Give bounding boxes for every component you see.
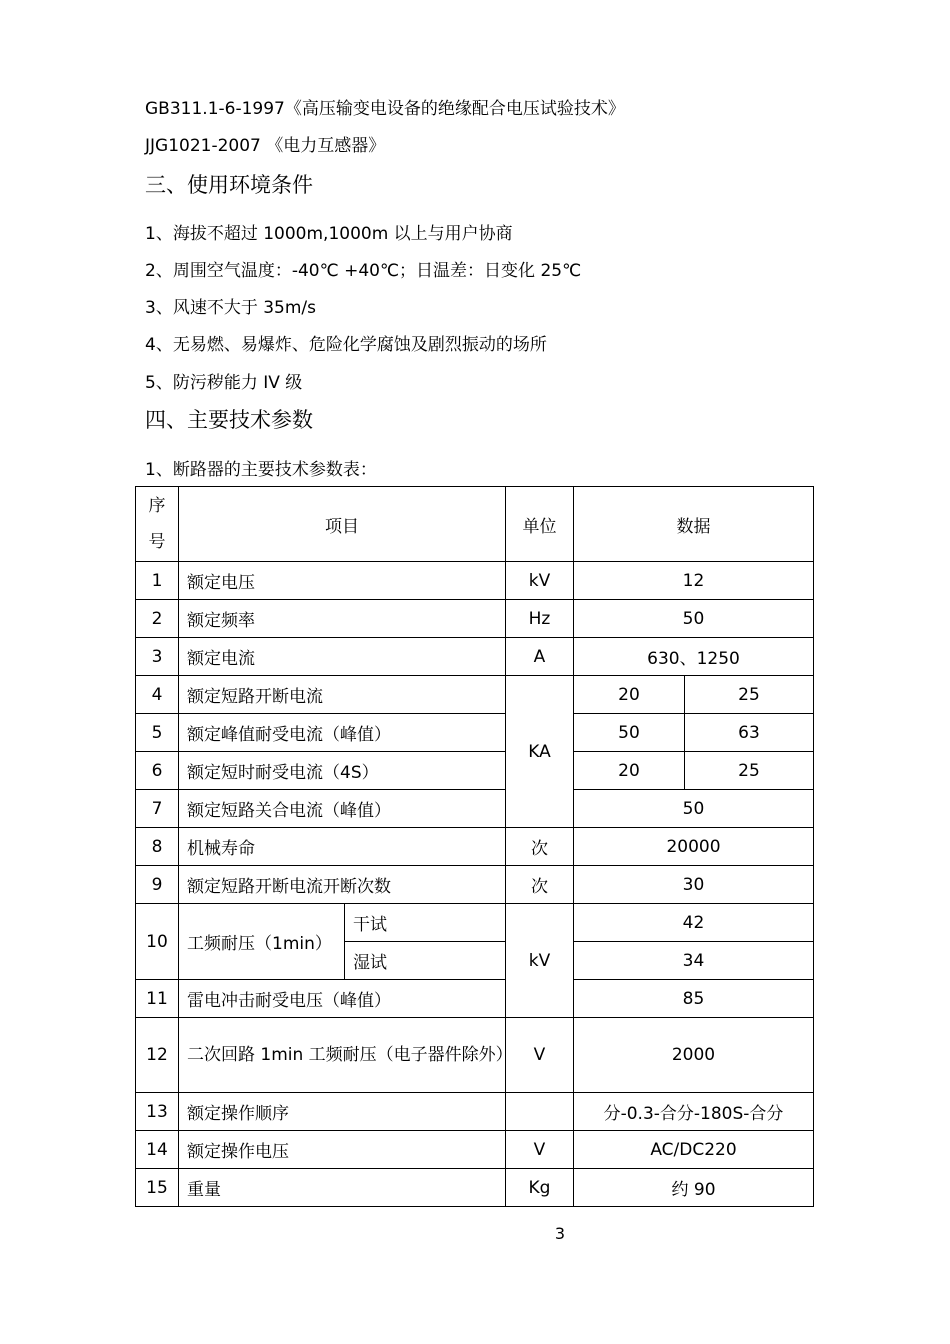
- row-item: 机械寿命: [179, 828, 506, 866]
- row-data: 分-0.3-合分-180S-合分: [574, 1093, 814, 1131]
- row-item: 额定电压: [179, 562, 506, 600]
- row-data-a: 20: [574, 752, 685, 790]
- env-item-5: 5、防污秽能力 IV 级: [145, 373, 303, 393]
- row-item: 额定频率: [179, 600, 506, 638]
- row-no: 12: [136, 1018, 179, 1093]
- row-no: 3: [136, 638, 179, 676]
- row-no: 10: [136, 904, 179, 980]
- table-row: [136, 1093, 814, 1131]
- row-no: 7: [136, 790, 179, 828]
- row-data-b: 25: [685, 752, 814, 790]
- header-no: 序号: [136, 487, 179, 562]
- row-data-a: 50: [574, 714, 685, 752]
- header-item: 项目: [179, 487, 506, 562]
- table-row: [136, 714, 814, 752]
- page-number: 3: [554, 1224, 566, 1243]
- row-data-b: 25: [685, 676, 814, 714]
- row-data: 30: [574, 866, 814, 904]
- row-data-b: 63: [685, 714, 814, 752]
- table-caption: 1、断路器的主要技术参数表：: [145, 460, 377, 480]
- env-item-2: 2、周围空气温度：-40℃ +40℃；日温差：日变化 25℃: [145, 261, 582, 281]
- row-item: 额定短路开断电流开断次数: [179, 866, 506, 904]
- table-row: [136, 1018, 814, 1093]
- row-subitem-wet: 湿试: [345, 942, 506, 980]
- row-no: 11: [136, 980, 179, 1018]
- row-no: 15: [136, 1169, 179, 1207]
- table-row: [136, 600, 814, 638]
- row-no: 6: [136, 752, 179, 790]
- row-data: 20000: [574, 828, 814, 866]
- table-row: [136, 562, 814, 600]
- row-unit: Hz: [506, 600, 574, 638]
- row-item: 额定电流: [179, 638, 506, 676]
- row-unit: 次: [506, 866, 574, 904]
- row-unit: V: [506, 1018, 574, 1093]
- row-data-a: 20: [574, 676, 685, 714]
- row-data: AC/DC220: [574, 1131, 814, 1169]
- row-data: 约 90: [574, 1169, 814, 1207]
- table-row: [136, 1131, 814, 1169]
- env-item-3: 3、风速不大于 35m/s: [145, 298, 316, 318]
- standard-jjg1021: JJG1021-2007 《电力互感器》: [145, 136, 386, 156]
- row-no: 13: [136, 1093, 179, 1131]
- row-item: 雷电冲击耐受电压（峰值）: [179, 980, 506, 1018]
- row-data: 630、1250: [574, 638, 814, 676]
- row-data: 85: [574, 980, 814, 1018]
- section-title-environment: 三、使用环境条件: [145, 173, 313, 197]
- row-item: 额定峰值耐受电流（峰值）: [179, 714, 506, 752]
- row-no: 9: [136, 866, 179, 904]
- table-row: [136, 980, 814, 1018]
- standard-gb311: GB311.1-6-1997《高压输变电设备的绝缘配合电压试验技术》: [145, 99, 625, 119]
- row-item: 二次回路 1min 工频耐压（电子器件除外）: [179, 1018, 506, 1093]
- row-no: 4: [136, 676, 179, 714]
- row-data: 50: [574, 790, 814, 828]
- header-data: 数据: [574, 487, 814, 562]
- env-item-1: 1、海拔不超过 1000m,1000m 以上与用户协商: [145, 224, 513, 244]
- table-row: [136, 828, 814, 866]
- row-no: 5: [136, 714, 179, 752]
- row-no: 1: [136, 562, 179, 600]
- row-subitem-dry: 干试: [345, 904, 506, 942]
- table-row: [136, 1169, 814, 1207]
- table-row: [136, 676, 814, 714]
- row-item: 额定操作电压: [179, 1131, 506, 1169]
- row-unit: A: [506, 638, 574, 676]
- table-row: [136, 638, 814, 676]
- breaker-parameter-table: [135, 486, 814, 1207]
- row-no: 14: [136, 1131, 179, 1169]
- row-unit: 次: [506, 828, 574, 866]
- table-row: [136, 904, 814, 942]
- row-item: 工频耐压（1min）: [179, 904, 345, 980]
- row-no: 2: [136, 600, 179, 638]
- row-no: 8: [136, 828, 179, 866]
- table-row: [136, 866, 814, 904]
- row-data: 50: [574, 600, 814, 638]
- row-item: 额定短路关合电流（峰值）: [179, 790, 506, 828]
- table-row: [136, 752, 814, 790]
- row-item: 重量: [179, 1169, 506, 1207]
- env-item-4: 4、无易燃、易爆炸、危险化学腐蚀及剧烈振动的场所: [145, 335, 547, 355]
- row-data: 34: [574, 942, 814, 980]
- row-item: 额定操作顺序: [179, 1093, 506, 1131]
- row-data: 12: [574, 562, 814, 600]
- row-unit-ka: KA: [506, 676, 574, 828]
- header-unit: 单位: [506, 487, 574, 562]
- section-title-parameters: 四、主要技术参数: [145, 408, 313, 432]
- row-unit: [506, 1093, 574, 1131]
- row-unit: V: [506, 1131, 574, 1169]
- row-item: 额定短路开断电流: [179, 676, 506, 714]
- row-data: 42: [574, 904, 814, 942]
- row-unit: Kg: [506, 1169, 574, 1207]
- table-header-row: [136, 487, 814, 562]
- row-unit: kV: [506, 562, 574, 600]
- table-row: [136, 790, 814, 828]
- row-item: 额定短时耐受电流（4S）: [179, 752, 506, 790]
- row-data: 2000: [574, 1018, 814, 1093]
- row-unit-kv: kV: [506, 904, 574, 1018]
